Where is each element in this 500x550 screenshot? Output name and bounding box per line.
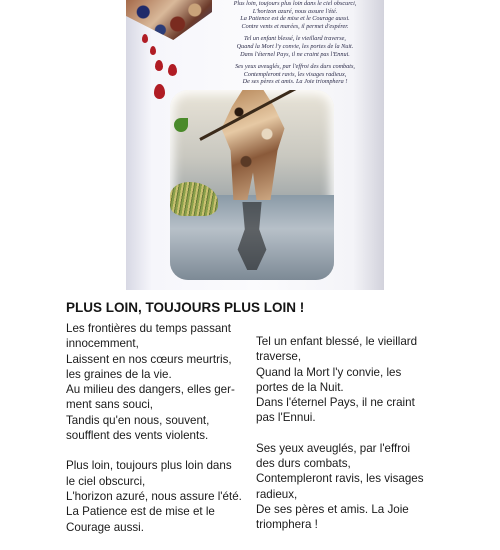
printed-stanza — [200, 35, 384, 58]
verse-line: Courage aussi. — [66, 520, 144, 534]
poem-title: PLUS LOIN, TOUJOURS PLUS LOIN ! — [66, 300, 305, 315]
verse-line: traverse, — [256, 350, 302, 364]
verse-line: Contempleront ravis, les visages — [256, 472, 424, 486]
verse-line: Les frontières du temps passant — [66, 322, 231, 335]
stanza — [256, 441, 436, 533]
stanza — [66, 321, 248, 443]
verse-line: Quand la Mort l'y convie, les — [256, 365, 402, 379]
printed-line: L'horizon azuré, nous assure l'été. — [252, 7, 338, 15]
verse-line: innocemment, — [66, 337, 139, 351]
printed-line: De ses pères et amis. La Joie triomphera ! — [242, 78, 348, 86]
verse-line: des durs combats, — [256, 457, 351, 471]
verse-line: La Patience est de mise et le — [66, 505, 215, 519]
verse-line: ment sans souci, — [66, 398, 153, 412]
printed-stanza — [200, 0, 384, 30]
verse-line: Tandis qu'en nous, souvent, — [66, 413, 210, 427]
blood-drop — [168, 64, 177, 76]
poem-column-left — [66, 321, 248, 550]
printed-line: Contempleront ravis, les visages radieux, — [243, 70, 347, 78]
stanza — [256, 334, 436, 426]
printed-line: La Patience est de mise et le Courage aussi. — [240, 15, 350, 23]
verse-line: triomphera ! — [256, 518, 318, 532]
verse-line: les graines de la vie. — [66, 367, 172, 381]
printed-line: Ses yeux aveuglés, par l'effroi des durs combats, — [235, 63, 355, 71]
verse-line: L'horizon azuré, nous assure l'été. — [66, 489, 242, 503]
mosaic-artwork — [170, 90, 334, 280]
verse-line: Au milieu des dangers, elles ger- — [66, 383, 235, 397]
printed-stanza — [200, 63, 384, 86]
verse-line: De ses pères et amis. La Joie — [256, 502, 409, 516]
poster-photo — [126, 0, 384, 290]
printed-line: Plus loin, toujours plus loin dans le ciel obscurci, — [233, 0, 357, 7]
printed-poem — [200, 0, 384, 91]
grass-tuft — [170, 182, 218, 216]
leaf-icon — [174, 118, 188, 132]
poem-column-right — [256, 334, 436, 548]
verse-line: soufflent des vents violents. — [66, 429, 209, 443]
blood-drop — [155, 60, 163, 71]
printed-line: Tel un enfant blessé, le vieillard traverse, — [244, 35, 346, 43]
verse-line: le ciel obscurci, — [66, 474, 146, 488]
blood-drop — [154, 84, 165, 99]
printed-line: Quand la Mort l'y convie, les portes de la Nuit. — [236, 42, 354, 50]
verse-line: pas l'Ennui. — [256, 411, 316, 425]
verse-line: portes de la Nuit. — [256, 380, 344, 394]
printed-line: Dans l'éternel Pays, il ne craint pas l'Ennui. — [240, 50, 350, 58]
verse-line: Dans l'éternel Pays, il ne craint — [256, 396, 415, 410]
stanza — [66, 458, 248, 534]
verse-line: Plus loin, toujours plus loin dans — [66, 459, 232, 473]
mosaic-figure — [218, 90, 288, 200]
blood-drop — [150, 46, 156, 55]
blood-drop — [142, 34, 148, 43]
verse-line: Laissent en nos cœurs meurtris, — [66, 352, 232, 366]
verse-line: Ses yeux aveuglés, par l'effroi — [256, 441, 411, 455]
verse-line: Tel un enfant blessé, le vieillard — [256, 335, 418, 348]
verse-line: radieux, — [256, 487, 298, 501]
printed-line: Contre vents et marées, il permet d'espérer. — [241, 22, 349, 30]
